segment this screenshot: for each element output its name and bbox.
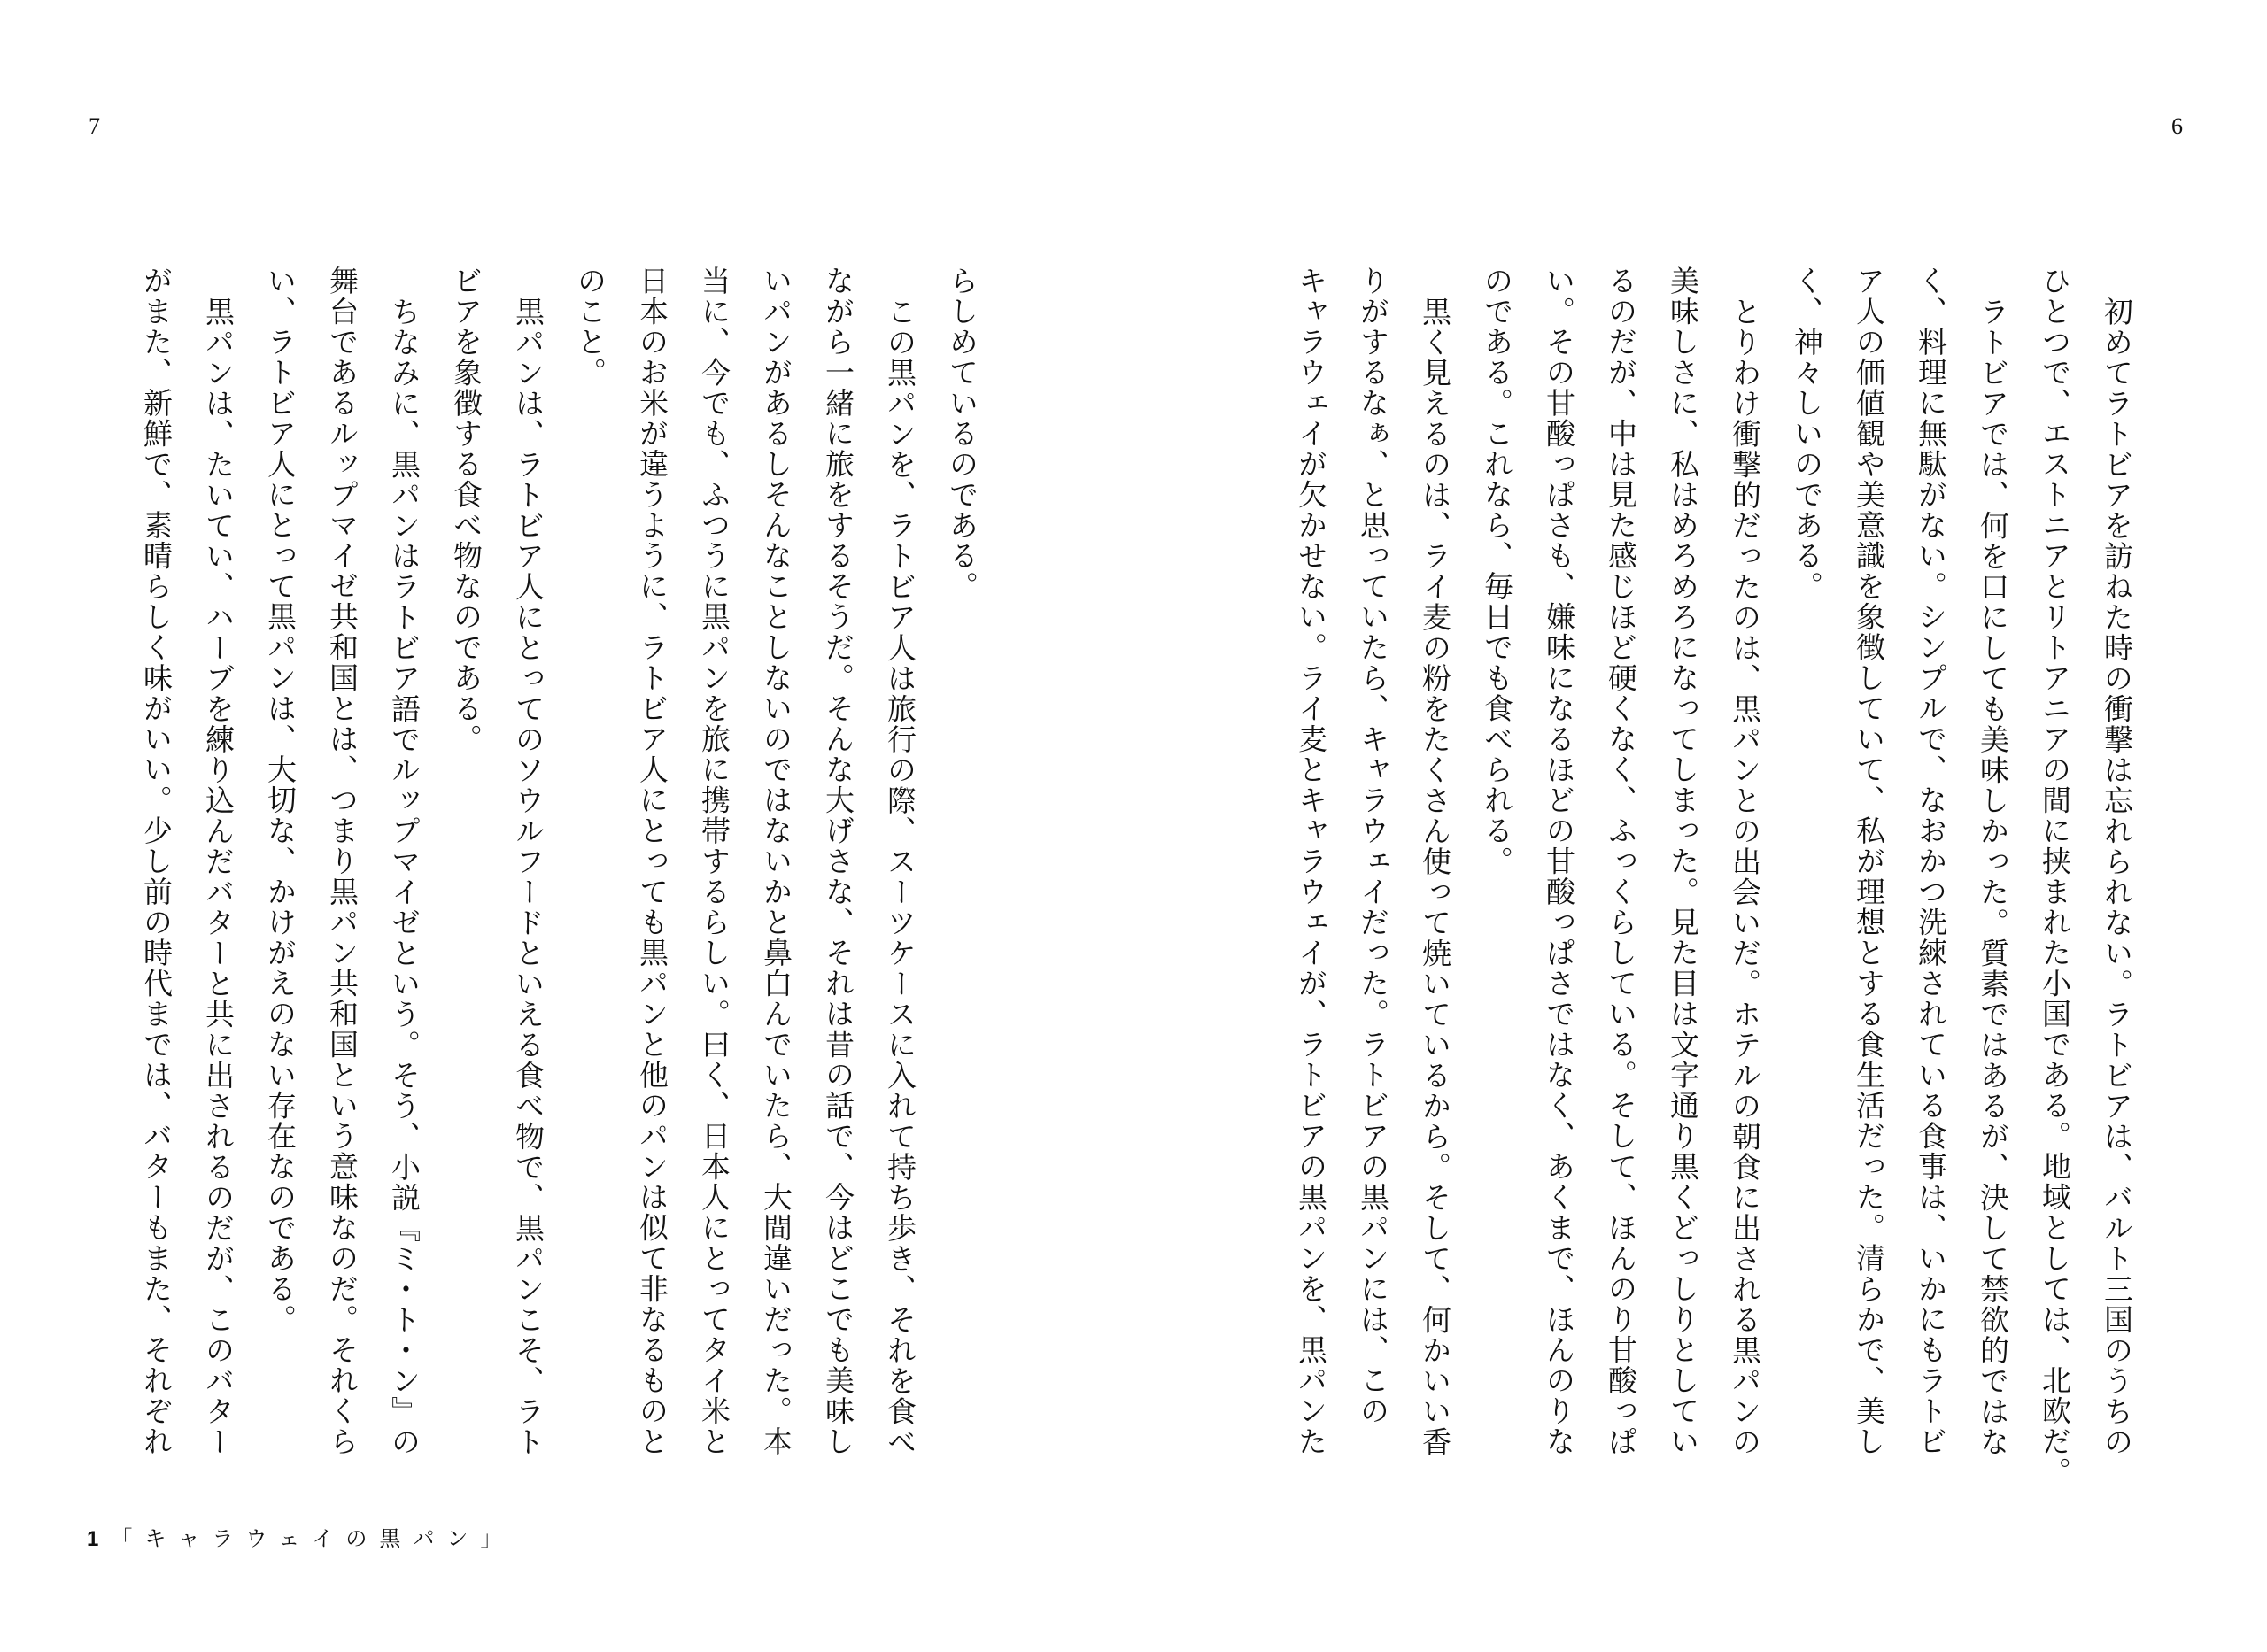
text-column: ひとつで、エストニアとリトアニアの間に挟まれた小国である。地域としては、北欧だ。 xyxy=(2038,266,2072,1487)
text-column: がまた、新鮮で、素晴らしく味がいい。少し前の時代までは、バターもまた、それぞれ xyxy=(139,266,174,1457)
text-column: 黒パンは、ラトビア人にとってのソウルフードといえる食べ物で、黒パンこそ、ラト xyxy=(511,297,545,1457)
text-column: く、料理に無駄がない。シンプルで、なおかつ洗練されている食事は、いかにもラトビ xyxy=(1914,266,1948,1457)
text-column: この黒パンを、ラトビア人は旅行の際、スーツケースに入れて持ち歩き、それを食べ xyxy=(883,297,917,1457)
chapter-number: 1 xyxy=(87,1527,99,1551)
text-column: い。その甘酸っぱさも、嫌味になるほどの甘酸っぱさではなく、あくまで、ほんのりな xyxy=(1542,266,1576,1457)
text-column: らしめているのである。 xyxy=(945,266,979,602)
text-column: 美味しさに、私はめろめろになってしまった。見た目は文字通り黒くどっしりとしてい xyxy=(1666,266,1700,1457)
text-column: ながら一緒に旅をするそうだ。そんな大げさな、それは昔の話で、今はどこでも美味し xyxy=(821,266,855,1457)
text-column: ちなみに、黒パンはラトビア語でルップマイゼという。そう、小説『ミ・ト・ン』の xyxy=(387,297,422,1457)
text-column: りがするなぁ、と思っていたら、キャラウェイだった。ラトビアの黒パンには、この xyxy=(1356,266,1390,1426)
text-column: のである。これなら、毎日でも食べられる。 xyxy=(1480,266,1514,876)
text-column: 当に、今でも、ふつうに黒パンを旅に携帯するらしい。曰く、日本人にとってタイ米と xyxy=(697,266,731,1457)
text-column: い、ラトビア人にとって黒パンは、大切な、かけがえのない存在なのである。 xyxy=(263,266,298,1335)
text-column: ビアを象徴する食べ物なのである。 xyxy=(449,266,484,754)
text-column: 初めてラトビアを訪ねた時の衝撃は忘れられない。ラトビアは、バルト三国のうちの xyxy=(2100,297,2134,1457)
text-column: キャラウェイが欠かせない。ライ麦とキャラウェイが、ラトビアの黒パンを、黒パンた xyxy=(1294,266,1328,1457)
text-column: とりわけ衝撃的だったのは、黒パンとの出会いだ。ホテルの朝食に出される黒パンの xyxy=(1728,297,1762,1457)
page-number-right: 6 xyxy=(2171,113,2183,139)
text-column: 日本のお米が違うように、ラトビア人にとっても黒パンと他のパンは似て非なるものと xyxy=(635,266,669,1457)
text-column: るのだが、中は見た感じほど硬くなく、ふっくらしている。そして、ほんのり甘酸っぱ xyxy=(1604,266,1638,1457)
text-column: ラトビアでは、何を口にしても美味しかった。質素ではあるが、決して禁欲的ではな xyxy=(1976,297,2010,1457)
text-column: 黒パンは、たいてい、ハーブを練り込んだバターと共に出されるのだが、このバター xyxy=(201,297,236,1457)
text-column: 黒く見えるのは、ライ麦の粉をたくさん使って焼いているから。そして、何かいい香 xyxy=(1418,297,1452,1457)
text-column: のこと。 xyxy=(573,266,607,388)
text-column: 舞台であるルップマイゼ共和国とは、つまり黒パン共和国という意味なのだ。それくら xyxy=(325,266,360,1457)
text-column: いパンがあるしそんなことしないのではないかと鼻白んでいたら、大間違いだった。本 xyxy=(759,266,793,1457)
text-column: ア人の価値観や美意識を象徴していて、私が理想とする食生活だった。清らかで、美し xyxy=(1852,266,1886,1457)
page-number-left: 7 xyxy=(89,113,100,139)
text-column: く、神々しいのである。 xyxy=(1790,266,1824,602)
chapter-title: 「キャラウェイの黒パン」 xyxy=(111,1526,515,1551)
running-footer xyxy=(87,1521,514,1552)
